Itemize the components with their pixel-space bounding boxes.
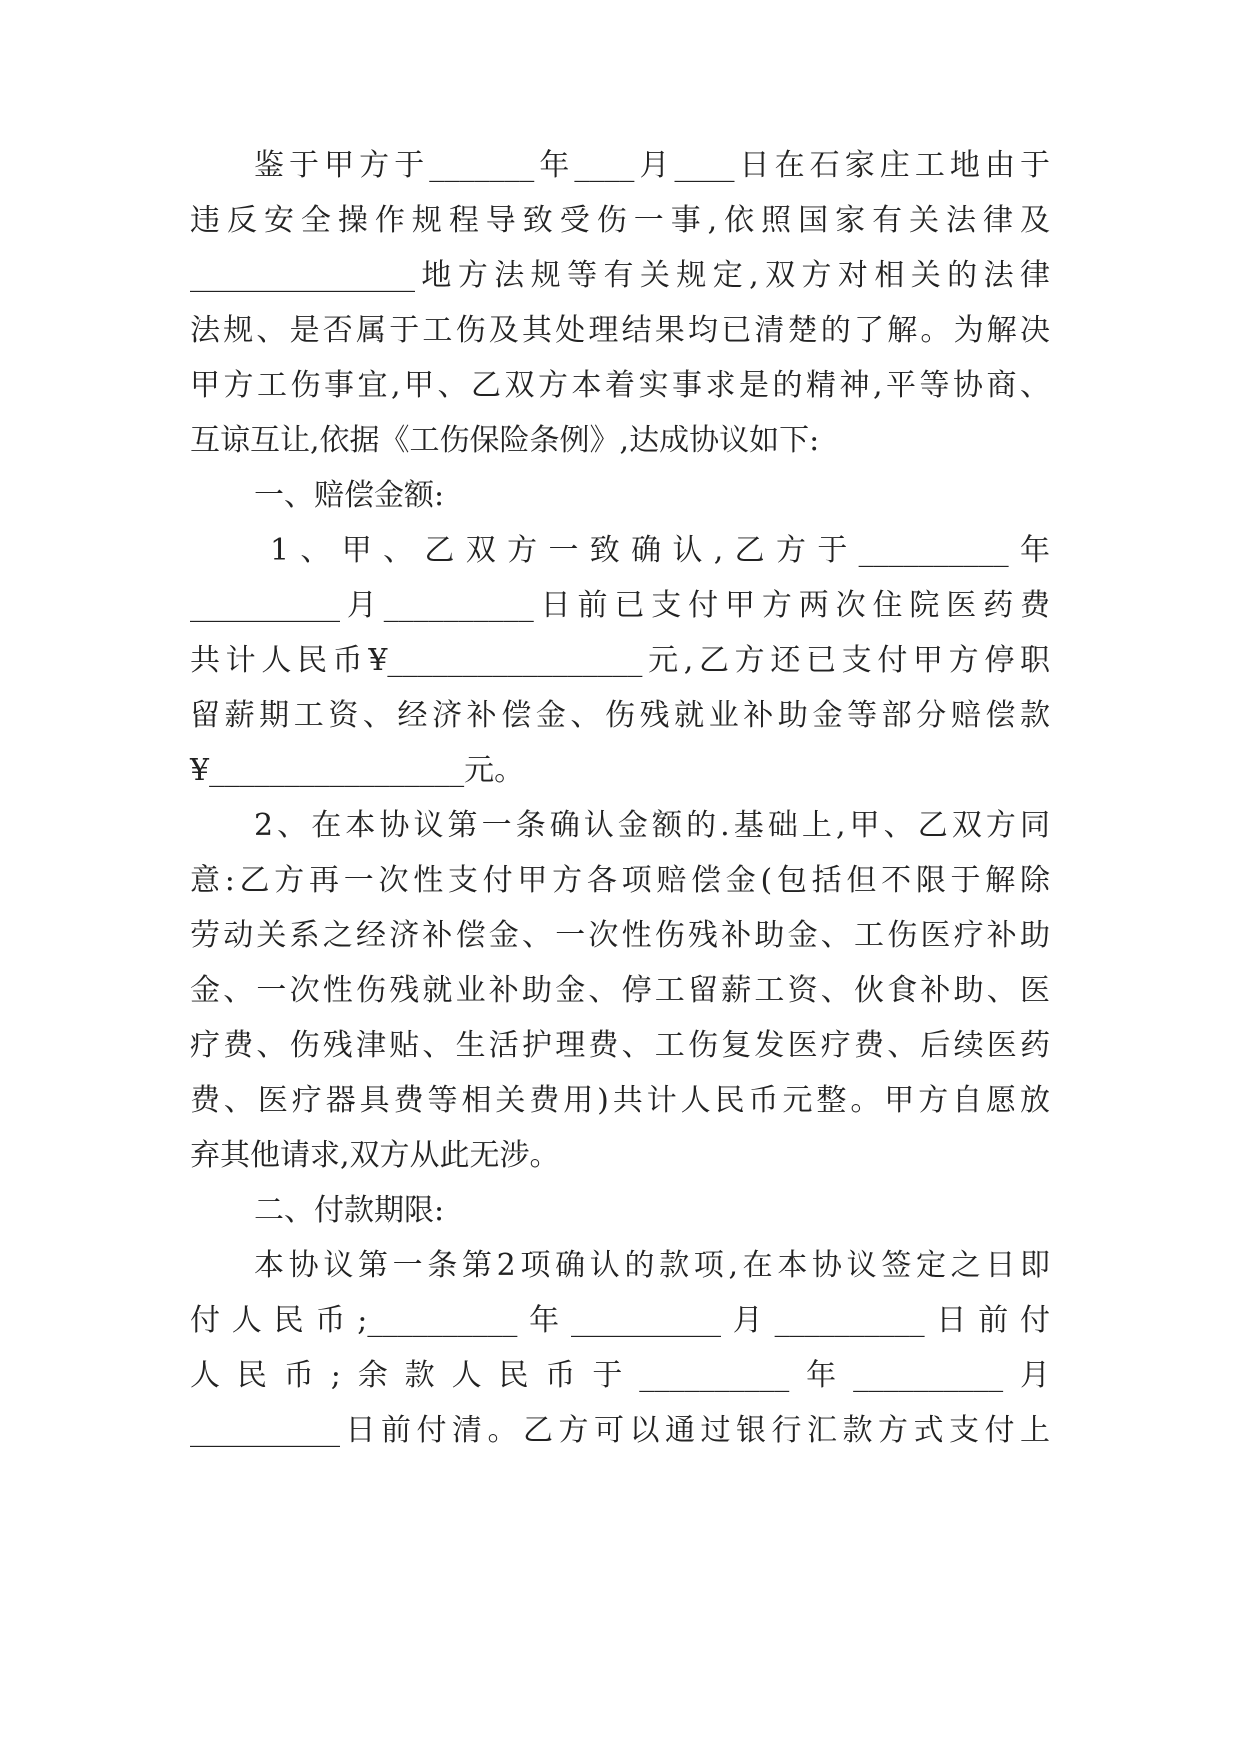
payment-line-1: 本协议第一条第2项确认的款项,在本协议签定之日即 (254, 1248, 1050, 1283)
para-1-line-6: 互谅互让,依据《工伤保险条例》,达成协议如下: (190, 423, 820, 458)
para-1-line-2: 违反安全操作规程导致受伤一事,依照国家有关法律及 (190, 203, 1050, 238)
item-1-line-3: 共计人民币¥_________________元,乙方还已支付甲方停职 (190, 643, 1050, 678)
section-heading-2: 二、付款期限: (254, 1193, 445, 1228)
para-1-line-1: 鉴于甲方于_______年____月____日在石家庄工地由于 (254, 148, 1050, 183)
item-2-line-4: 金、一次性伤残就业补助金、停工留薪工资、伙食补助、医 (190, 973, 1050, 1008)
item-1-line-1: 1、甲、乙双方一致确认,乙方于__________年 (270, 533, 1050, 568)
item-2-line-1: 2、在本协议第一条确认金额的.基础上,甲、乙双方同 (254, 808, 1050, 843)
para-1-line-4: 法规、是否属于工伤及其处理结果均已清楚的了解。为解决 (190, 313, 1050, 348)
item-1-line-5: ¥_________________元。 (190, 753, 525, 788)
item-2-line-2: 意:乙方再一次性支付甲方各项赔偿金(包括但不限于解除 (190, 863, 1050, 898)
item-2-line-6: 费、医疗器具费等相关费用)共计人民币元整。甲方自愿放 (190, 1083, 1050, 1118)
item-2-line-3: 劳动关系之经济补偿金、一次性伤残补助金、工伤医疗补助 (190, 918, 1050, 953)
para-1-line-5: 甲方工伤事宜,甲、乙双方本着实事求是的精神,平等协商、 (190, 368, 1050, 403)
para-1-line-3: _______________地方法规等有关规定,双方对相关的法律 (190, 258, 1050, 293)
payment-line-3: 人民币;余款人民币于__________年__________月 (190, 1358, 1050, 1393)
item-1-line-4: 留薪期工资、经济补偿金、伤残就业补助金等部分赔偿款 (190, 698, 1050, 733)
payment-line-2: 付人民币;__________年__________月__________日前付 (190, 1303, 1050, 1338)
payment-line-4: __________日前付清。乙方可以通过银行汇款方式支付上 (190, 1413, 1050, 1448)
item-2-line-5: 疗费、伤残津贴、生活护理费、工伤复发医疗费、后续医药 (190, 1028, 1050, 1063)
item-1-line-2: __________月__________日前已支付甲方两次住院医药费 (190, 588, 1050, 623)
item-2-line-7: 弃其他请求,双方从此无涉。 (190, 1138, 560, 1173)
section-heading-1: 一、赔偿金额: (254, 478, 445, 513)
